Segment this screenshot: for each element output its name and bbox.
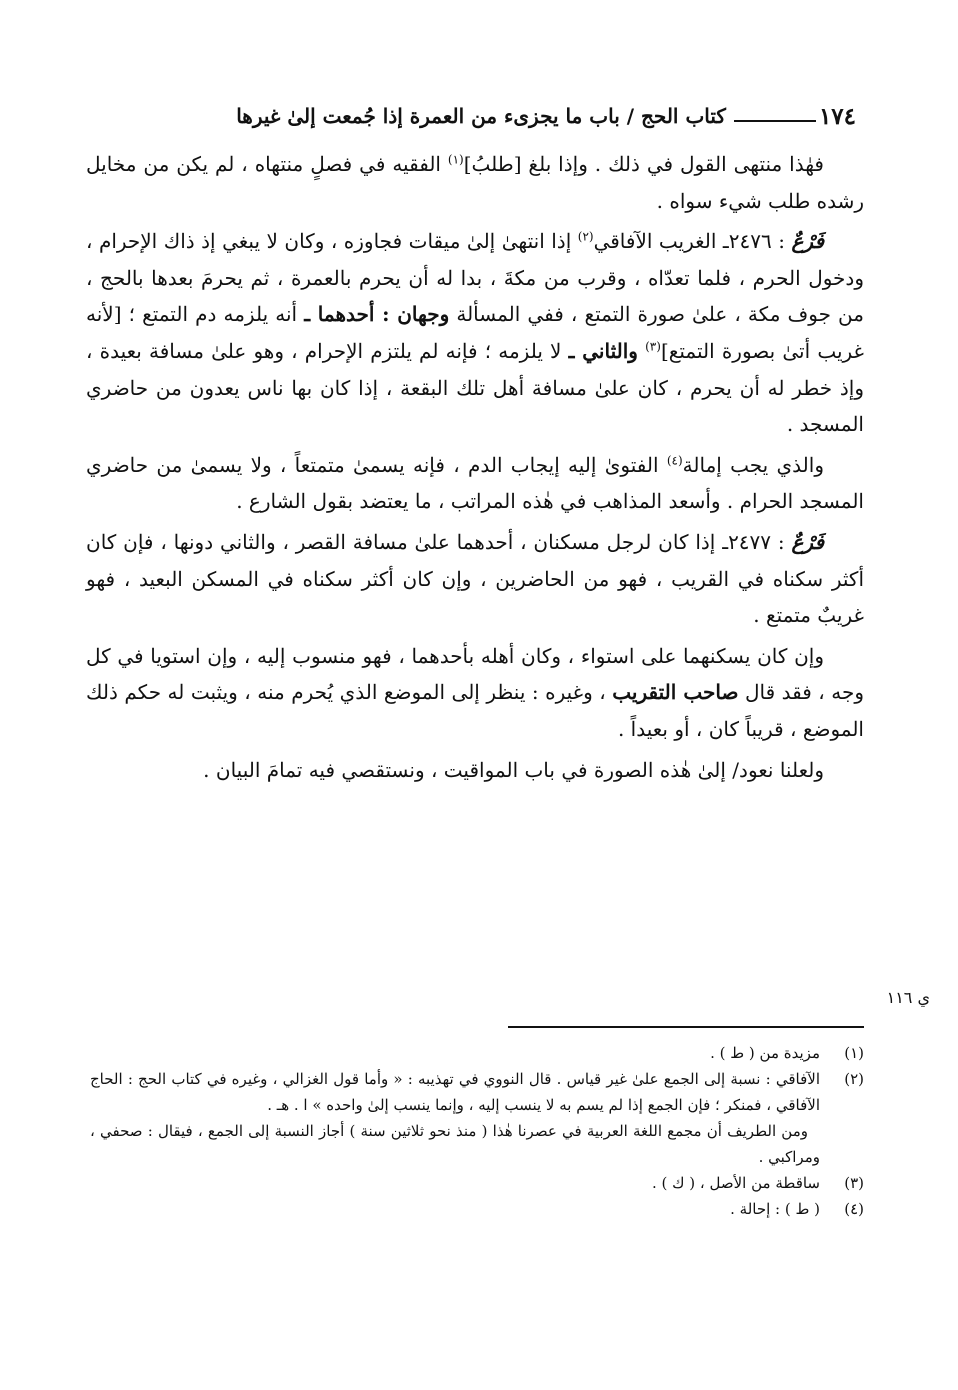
paragraph-2 <box>86 223 864 443</box>
text-run: إذا انتهىٰ إلىٰ ميقات فجاوزه ، وكان لا يبغي إذ ذاك الإحرام ، ودخول الحرم ، فلما تعدّاه ، وقرب من مكةَ ، بدا له أن يحرم بالعمرة ، ثم يحرمَ بعدها بالحج ، من جوف مكة ، علىٰ صورة التمتع ، ففي المسألة <box>86 229 864 327</box>
text-run: الفتوىٰ إليه إيجاب الدم ، فإنه يسمىٰ متمتعاً ، ولا يسمىٰ من حاضري المسجد الحرام . وأسعد المذاهب في هٰذه المراتب ، ما يعتضد بقول الشارع . <box>86 452 864 514</box>
paragraph-6: ولعلنا نعود/ إلىٰ هٰذه الصورة في باب المواقيت ، ونستقصي فيه تمامَ البيان . <box>203 757 824 782</box>
footnote-2-continuation: ومن الطريف أن مجمع اللغة العربية في عصرنا هٰذا ( منذ نحو ثلاثين سنة ) أجاز النسبة إلى الجمع ، فيقال : صحفي ، ومراكبي . <box>90 1122 820 1166</box>
footnote-number: (٤) <box>844 1200 864 1218</box>
text-run: أنه يلزمه دم التمتع ؛ [لأنه غريب أتىٰ بصورة التمتع] <box>86 302 865 363</box>
text-run: الفقيه في فصلٍ منتهاه ، لم يكن من مخايل رشده طلب شيء سواه . <box>86 152 864 213</box>
footnotes <box>90 1040 864 1222</box>
text-run: والذي يجب إمالة <box>682 452 824 477</box>
bold-term: والثاني ـ <box>568 338 638 363</box>
running-head: كتاب الحج / باب ما يجزىء من العمرة إذا جُمعت إلىٰ غيرها <box>236 104 726 128</box>
far-label: فَرْعٌ <box>791 529 825 554</box>
bold-term: صاحب التقريب <box>612 680 739 705</box>
footnote-rule <box>508 1026 864 1028</box>
footnote-text: مزيدة من ( ط ) . <box>710 1044 820 1062</box>
paragraph-3 <box>86 447 864 520</box>
paragraph-4 <box>86 524 864 634</box>
footnote-text: ساقطة من الأصل ، ( ك ) . <box>652 1174 820 1192</box>
footnote-number: (١) <box>844 1044 864 1062</box>
text-run: : ٢٤٧٧ـ إذا كان لرجل مسكنان ، أحدهما علىٰ مسافة القصر ، والثاني دونها ، فإن كان أكثر سكناه في القريب ، فهو من الحاضرين ، وإن كان أكثر سكناه في المسكن البعيد ، فهو غريبٌ متمتع . <box>86 529 864 628</box>
footnote-ref-3[interactable]: (٣) <box>645 339 661 354</box>
footnote-ref-1[interactable]: (١) <box>447 152 464 167</box>
text-run: ، وغيره : ينظر إلى الموضع الذي يُحرم منه ، ويثبت له حكم ذلك الموضع ، قريباً كان ، أو بعيداً . <box>86 680 864 741</box>
footnote-text: ( ط ) : إحالة . <box>730 1200 820 1218</box>
header-rule <box>734 120 816 122</box>
page-number: ١٧٤ <box>818 102 856 130</box>
footnote-text: الآفاقي : نسبة إلى الجمع علىٰ غير قياس . قال النووي في تهذيبه : « وأما قول الغزالي ، وغيره في كتاب الحج : الحاج الآفاقي ، فمنكر ؛ فإن الجمع إذا لم يسم به لا ينسب إليه ، وإنما ينسب إلىٰ واحده » ا . هـ . <box>90 1070 820 1114</box>
far-label: فَرْعٌ <box>791 229 825 254</box>
text-run: : ٢٤٧٦ـ الغريب الآفاقي <box>593 229 792 254</box>
paragraph-5 <box>86 638 864 748</box>
footnote-2 <box>90 1066 864 1118</box>
bold-term: وجهان : أحدهما ـ <box>304 302 450 327</box>
footnote-number: (٣) <box>844 1174 864 1192</box>
footnote-ref-4[interactable]: (٤) <box>666 453 683 468</box>
margin-manuscript-ref: ي ١١٦ <box>886 988 930 1007</box>
footnote-4 <box>90 1196 864 1222</box>
footnote-3 <box>90 1170 864 1196</box>
footnote-ref-2[interactable]: (٢) <box>577 229 594 244</box>
main-text <box>86 146 864 792</box>
text-run: وإن كان يسكنهما على استواء ، وكان أهله بأحدهما ، فهو منسوب إليه ، وإن استويا في كل وجه ، فقد قال <box>86 643 864 705</box>
paragraph-1 <box>86 146 864 219</box>
footnote-1 <box>90 1040 864 1066</box>
text-run: فهٰذا منتهى القول في ذلك . وإذا بلغ [طلبُ] <box>463 152 824 176</box>
text-run: لا يلزمه ؛ فإنه لم يلتزم الإحرام ، وهو علىٰ مسافة بعيدة ، وإذ خطر له أن يحرم ، كان علىٰ مسافة أهل تلك البقعة ، إذا كان بها ناس يعدون من حاضري المسجد . <box>86 338 864 437</box>
page-header <box>86 98 856 134</box>
footnote-number: (٢) <box>844 1070 864 1088</box>
